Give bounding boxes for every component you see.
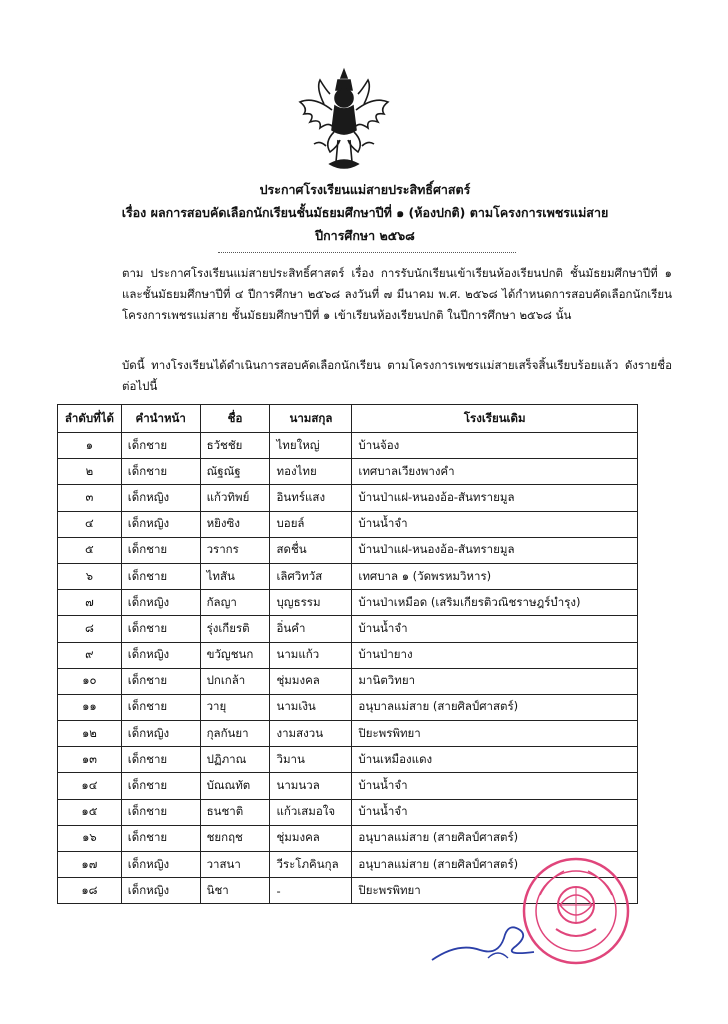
cell-previous-school: เทศบาล ๑ (วัดพรหมวิหาร) [352,563,638,589]
cell-first-name: ธนชาติ [200,799,270,825]
cell-last-name: นามเงิน [270,694,352,720]
cell-prefix: เด็กหญิง [121,852,200,878]
cell-first-name: หยิงซิง [200,511,270,537]
table-row [58,825,638,851]
cell-prefix: เด็กหญิง [121,511,200,537]
table-row [58,799,638,825]
signature-icon [428,912,538,967]
cell-previous-school: มานิตวิทยา [352,668,638,694]
cell-previous-school: บ้านป่าแฝ-หนองอ้อ-สันทรายมูล [352,485,638,511]
dotted-divider [218,252,516,253]
cell-first-name: ปกเกล้า [200,668,270,694]
cell-first-name: วรากร [200,537,270,563]
cell-prefix: เด็กหญิง [121,721,200,747]
table-row [58,694,638,720]
cell-first-name: กัลญา [200,590,270,616]
cell-prefix: เด็กชาย [121,747,200,773]
table-row [58,537,638,563]
cell-previous-school: บ้านน้ำจำ [352,799,638,825]
table-row [58,563,638,589]
cell-previous-school: บ้านเหมืองแดง [352,747,638,773]
cell-previous-school: ปิยะพรพิทยา [352,721,638,747]
cell-last-name: สดชื่น [270,537,352,563]
body-paragraph-2 [60,355,672,397]
cell-rank: ๕ [58,537,122,563]
announcement-year: ปีการศึกษา ๒๕๖๘ [315,228,415,243]
cell-prefix: เด็กชาย [121,825,200,851]
table-row [58,433,638,459]
cell-previous-school: เทศบาลเวียงพางคำ [352,459,638,485]
cell-last-name: บุญธรรม [270,590,352,616]
cell-previous-school: บ้านจ้อง [352,433,638,459]
cell-previous-school: บ้านป่าแฝ-หนองอ้อ-สันทรายมูล [352,537,638,563]
cell-prefix: เด็กชาย [121,694,200,720]
announcement-subject: เรื่อง ผลการสอบคัดเลือกนักเรียนชั้นมัธยมศึกษาปีที่ ๑ (ห้องปกติ) ตามโครงการเพชรแม่สาย [121,205,609,220]
cell-prefix: เด็กหญิง [121,485,200,511]
table-row [58,642,638,668]
table-row [58,773,638,799]
cell-first-name: กุลกันยา [200,721,270,747]
cell-rank: ๙ [58,642,122,668]
cell-rank: ๒ [58,459,122,485]
table-header-row [58,405,638,433]
announcement-title: ประกาศโรงเรียนแม่สายประสิทธิ์ศาสตร์ [259,182,471,197]
cell-last-name: แก้วเสมอใจ [270,799,352,825]
cell-previous-school: บ้านน้ำจำ [352,511,638,537]
cell-prefix: เด็กชาย [121,459,200,485]
cell-first-name: ขวัญชนก [200,642,270,668]
cell-prefix: เด็กชาย [121,668,200,694]
cell-last-name: ชุ่มมงคล [270,825,352,851]
cell-rank: ๘ [58,616,122,642]
cell-first-name: วาสนา [200,852,270,878]
cell-last-name: อิ่นคำ [270,616,352,642]
cell-previous-school: อนุบาลแม่สาย (สายศิลป์ศาสตร์) [352,694,638,720]
cell-previous-school: บ้านน้ำจำ [352,773,638,799]
cell-rank: ๔ [58,511,122,537]
cell-first-name: นิชา [200,878,270,904]
cell-first-name: รุ่งเกียรติ [200,616,270,642]
header-last-name: นามสกุล [270,405,352,433]
cell-last-name: - [270,878,352,904]
paragraph-text: บัดนี้ ทางโรงเรียนได้ดำเนินการสอบคัดเลือกนักเรียน ตามโครงการเพชรแม่สายเสร็จสิ้นเรียบร้อยแล้ว ดังรายชื่อต่อไปนี้ [122,358,672,393]
cell-rank: ๑๖ [58,825,122,851]
cell-rank: ๑๒ [58,721,122,747]
cell-prefix: เด็กหญิง [121,642,200,668]
garuda-emblem-icon [294,66,394,174]
table-row [58,511,638,537]
cell-prefix: เด็กชาย [121,563,200,589]
cell-prefix: เด็กชาย [121,537,200,563]
cell-prefix: เด็กชาย [121,616,200,642]
cell-rank: ๑๕ [58,799,122,825]
cell-last-name: วิมาน [270,747,352,773]
cell-first-name: ปฏิภาณ [200,747,270,773]
cell-first-name: ณัฐณัฐ [200,459,270,485]
cell-rank: ๑๐ [58,668,122,694]
cell-last-name: นามแก้ว [270,642,352,668]
cell-prefix: เด็กชาย [121,433,200,459]
cell-prefix: เด็กชาย [121,773,200,799]
cell-rank: ๑๔ [58,773,122,799]
table-row [58,668,638,694]
cell-last-name: วีระโภคินกุล [270,852,352,878]
cell-previous-school: บ้านป่ายาง [352,642,638,668]
cell-last-name: นามนวล [270,773,352,799]
cell-last-name: บอยล์ [270,511,352,537]
cell-rank: ๖ [58,563,122,589]
table-row [58,590,638,616]
cell-rank: ๑๘ [58,878,122,904]
body-paragraph-1 [60,263,672,326]
table-row [58,747,638,773]
cell-last-name: เลิศวิทวัส [270,563,352,589]
cell-previous-school: บ้านป่าเหมือด (เสริมเกียรติวณิชราษฎร์บำรุง) [352,590,638,616]
cell-prefix: เด็กหญิง [121,878,200,904]
cell-last-name: ชุ่มมงคล [270,668,352,694]
cell-last-name: งามสงวน [270,721,352,747]
table-row [58,616,638,642]
table-row [58,459,638,485]
cell-prefix: เด็กหญิง [121,590,200,616]
table-row [58,721,638,747]
paragraph-text: ตาม ประกาศโรงเรียนแม่สายประสิทธิ์ศาสตร์ เรื่อง การรับนักเรียนเข้าเรียนห้องเรียนปกติ ชั้นมัธยมศึกษาปีที่ ๑ และชั้นมัธยมศึกษาปีที่ ๔ ปีการศึกษา ๒๕๖๘ ลงวันที่ ๗ มีนาคม พ.ศ. ๒๕๖๘ ได้กำหนดการสอบคัดเลือกนักเรียนโครงการเพชรแม่สาย ชั้นมัธยมศึกษาปีที่ ๑ เข้าเรียนห้องเรียนปกติ ในปีการศึกษา ๒๕๖๘ นั้น [122,266,672,322]
cell-rank: ๑๓ [58,747,122,773]
cell-prefix: เด็กชาย [121,799,200,825]
cell-rank: ๑ [58,433,122,459]
header-first-name: ชื่อ [200,405,270,433]
header-prefix: คำนำหน้า [121,405,200,433]
header-previous-school: โรงเรียนเดิม [352,405,638,433]
cell-last-name: ไทยใหญ่ [270,433,352,459]
cell-first-name: แก้วทิพย์ [200,485,270,511]
cell-first-name: วายุ [200,694,270,720]
cell-last-name: ทองไทย [270,459,352,485]
cell-rank: ๓ [58,485,122,511]
cell-rank: ๑๑ [58,694,122,720]
table-body [58,433,638,904]
cell-previous-school: อนุบาลแม่สาย (สายศิลป์ศาสตร์) [352,825,638,851]
header-rank: ลำดับที่ได้ [58,405,122,433]
cell-first-name: ธวัชชัย [200,433,270,459]
cell-previous-school: อนุบาลแม่สาย (สายศิลป์ศาสตร์) [352,852,638,878]
cell-last-name: อินทร์แสง [270,485,352,511]
cell-previous-school: ปิยะพรพิทยา [352,878,638,904]
cell-rank: ๑๗ [58,852,122,878]
cell-first-name: บัณณทัต [200,773,270,799]
results-table [57,404,638,904]
table-row [58,485,638,511]
cell-rank: ๗ [58,590,122,616]
cell-previous-school: บ้านน้ำจำ [352,616,638,642]
cell-first-name: ชยกฤช [200,825,270,851]
cell-first-name: ไทสัน [200,563,270,589]
